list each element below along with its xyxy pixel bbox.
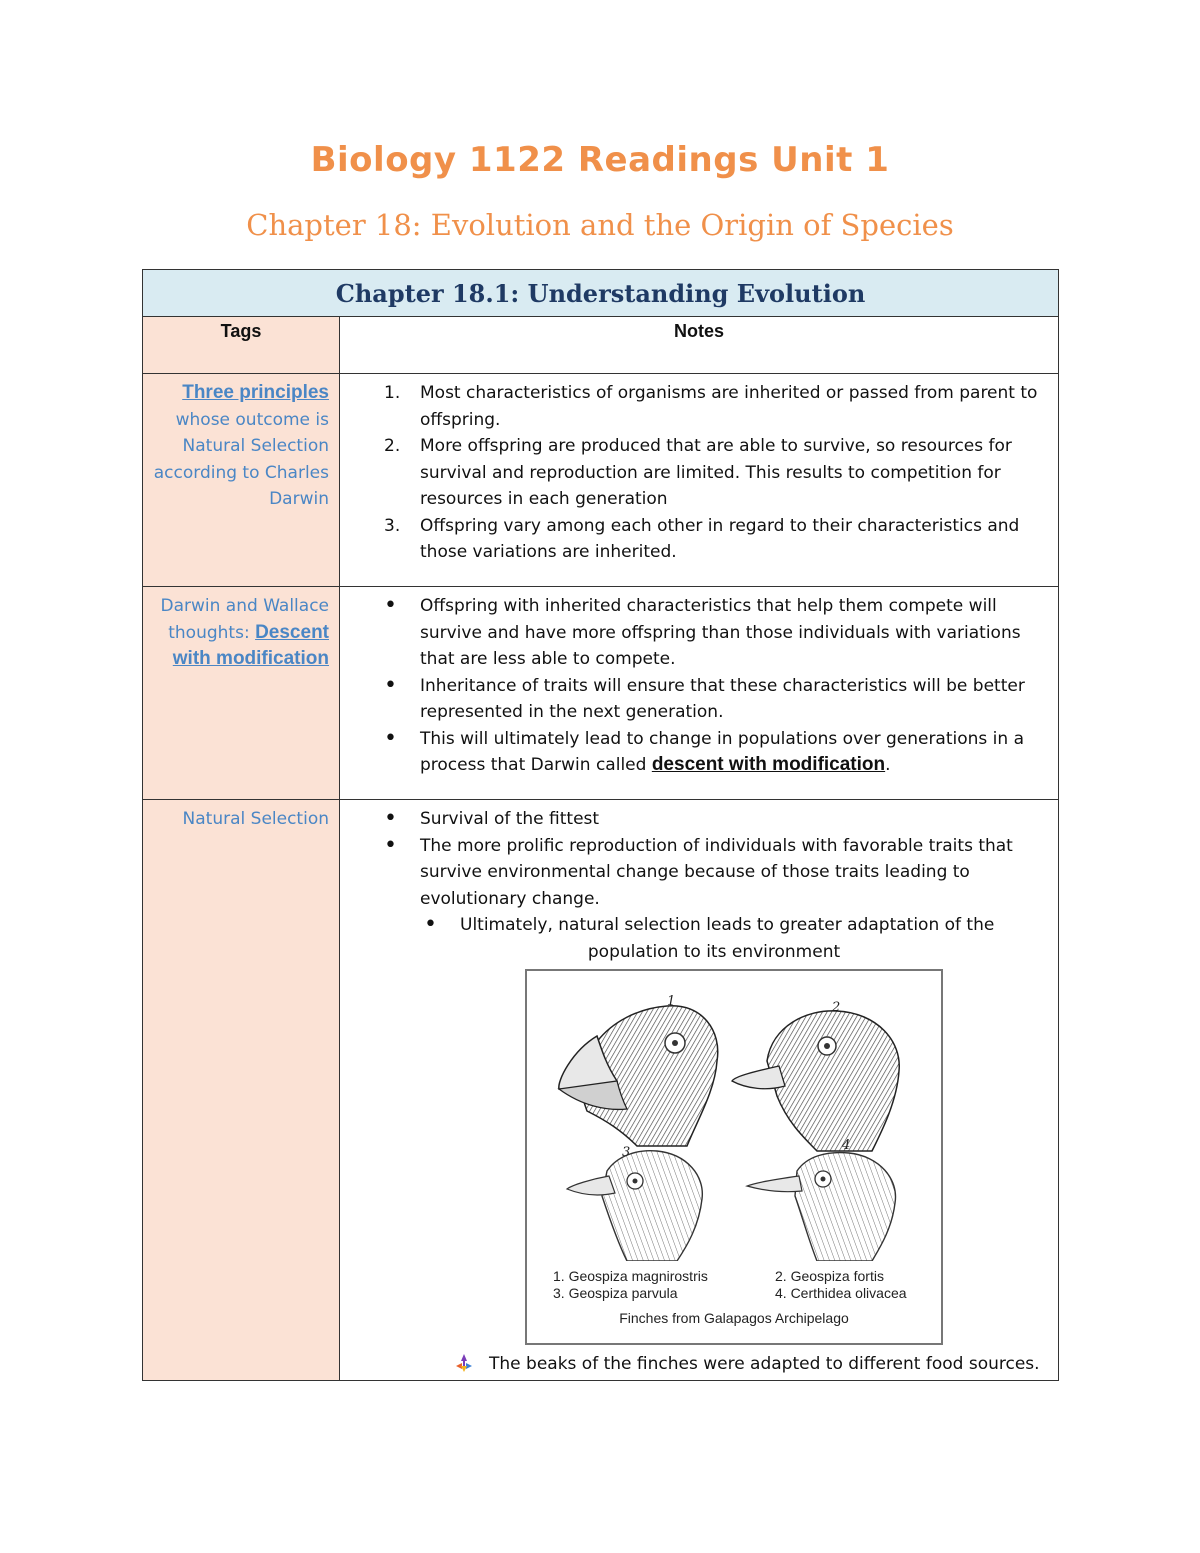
- list-item: 1. Most characteristics of organisms are inherited or passed from parent to offspring.: [384, 383, 1038, 430]
- figure-legend: 1. Geospiza magnirostris: [553, 1268, 708, 1284]
- table-row: [143, 587, 1059, 800]
- note-cell: [340, 800, 1059, 1381]
- note-cell: [340, 587, 1059, 800]
- finch-4-icon: [747, 1153, 896, 1261]
- figure-number: 3: [622, 1145, 631, 1160]
- table-row: [143, 800, 1059, 1381]
- arrow-list-item: The beaks of the finches were adapted to different food sources.: [354, 1351, 1044, 1378]
- list-item: • Survival of the fittest: [354, 806, 1044, 833]
- list-item: • The more prolific reproduction of individuals with favorable traits that survive environmental change because of those traits leading to evolutionary change.: [354, 833, 1044, 913]
- notes-table: [142, 269, 1059, 1381]
- list-item: • Offspring with inherited characteristics that help them compete will survive and have more offspring than those individuals with variations that are less able to compete.: [354, 593, 1044, 673]
- figure-legend: 3. Geospiza parvula: [553, 1285, 678, 1301]
- tag-cell: [143, 374, 340, 587]
- list-item: 2. More offspring are produced that are able to survive, so resources for survival and reproduction are limited. This results to competition for resources in each generation: [384, 436, 1012, 509]
- figure-legend: 4. Certhidea olivacea: [775, 1285, 907, 1301]
- document-title: Biology 1122 Readings Unit 1: [310, 140, 890, 180]
- figure-number: 2: [832, 1000, 841, 1015]
- bullet-list: [354, 806, 1044, 912]
- finch-3-icon: [567, 1151, 702, 1261]
- note-cell: [340, 374, 1059, 587]
- key-term: descent with modification: [651, 754, 886, 775]
- finch-figure: [525, 969, 943, 1345]
- tag-cell: [143, 587, 340, 800]
- list-item: • This will ultimately lead to change in populations over generations in a process that Darwin called descent with modification.: [354, 726, 1044, 779]
- figure-number: 4: [842, 1138, 851, 1153]
- tags-column-header: Tags: [143, 317, 340, 374]
- tag-highlight: Three principles: [182, 382, 329, 403]
- figure-number: 1: [667, 994, 676, 1009]
- section-heading: Chapter 18.1: Understanding Evolution: [143, 270, 1059, 317]
- arrow-bullet-icon: [454, 1353, 474, 1373]
- tag-text: Natural Selection: [182, 809, 329, 829]
- tag-text: whose outcome is Natural Selection according to Charles Darwin: [153, 409, 329, 509]
- finch-heads-illustration: [527, 971, 941, 1261]
- notes-column-header: Notes: [340, 317, 1059, 374]
- list-item: • Ultimately, natural selection leads to greater adaptation of the: [354, 912, 1044, 939]
- list-item: 3. Offspring vary among each other in regard to their characteristics and those variations are inherited.: [384, 515, 1020, 562]
- figure-caption: Finches from Galapagos Archipelago: [619, 1310, 849, 1326]
- list-item: • Inheritance of traits will ensure that these characteristics will be better represented in the next generation.: [354, 673, 1044, 726]
- tag-text: Darwin and Wallace thoughts:: [160, 596, 329, 643]
- table-row: [143, 374, 1059, 587]
- numbered-list: [354, 380, 1044, 566]
- sub-bullet-list: [354, 912, 1044, 939]
- finch-1-icon: [559, 1006, 718, 1146]
- tag-highlight: Descent with modification: [172, 621, 329, 669]
- finch-2-icon: [732, 1011, 899, 1151]
- tag-cell: [143, 800, 340, 1381]
- bullet-list: [354, 593, 1044, 779]
- chapter-subtitle: Chapter 18: Evolution and the Origin of Species: [246, 208, 954, 242]
- sub-bullet-continuation: population to its environment: [587, 941, 841, 962]
- figure-legend: 2. Geospiza fortis: [775, 1268, 884, 1284]
